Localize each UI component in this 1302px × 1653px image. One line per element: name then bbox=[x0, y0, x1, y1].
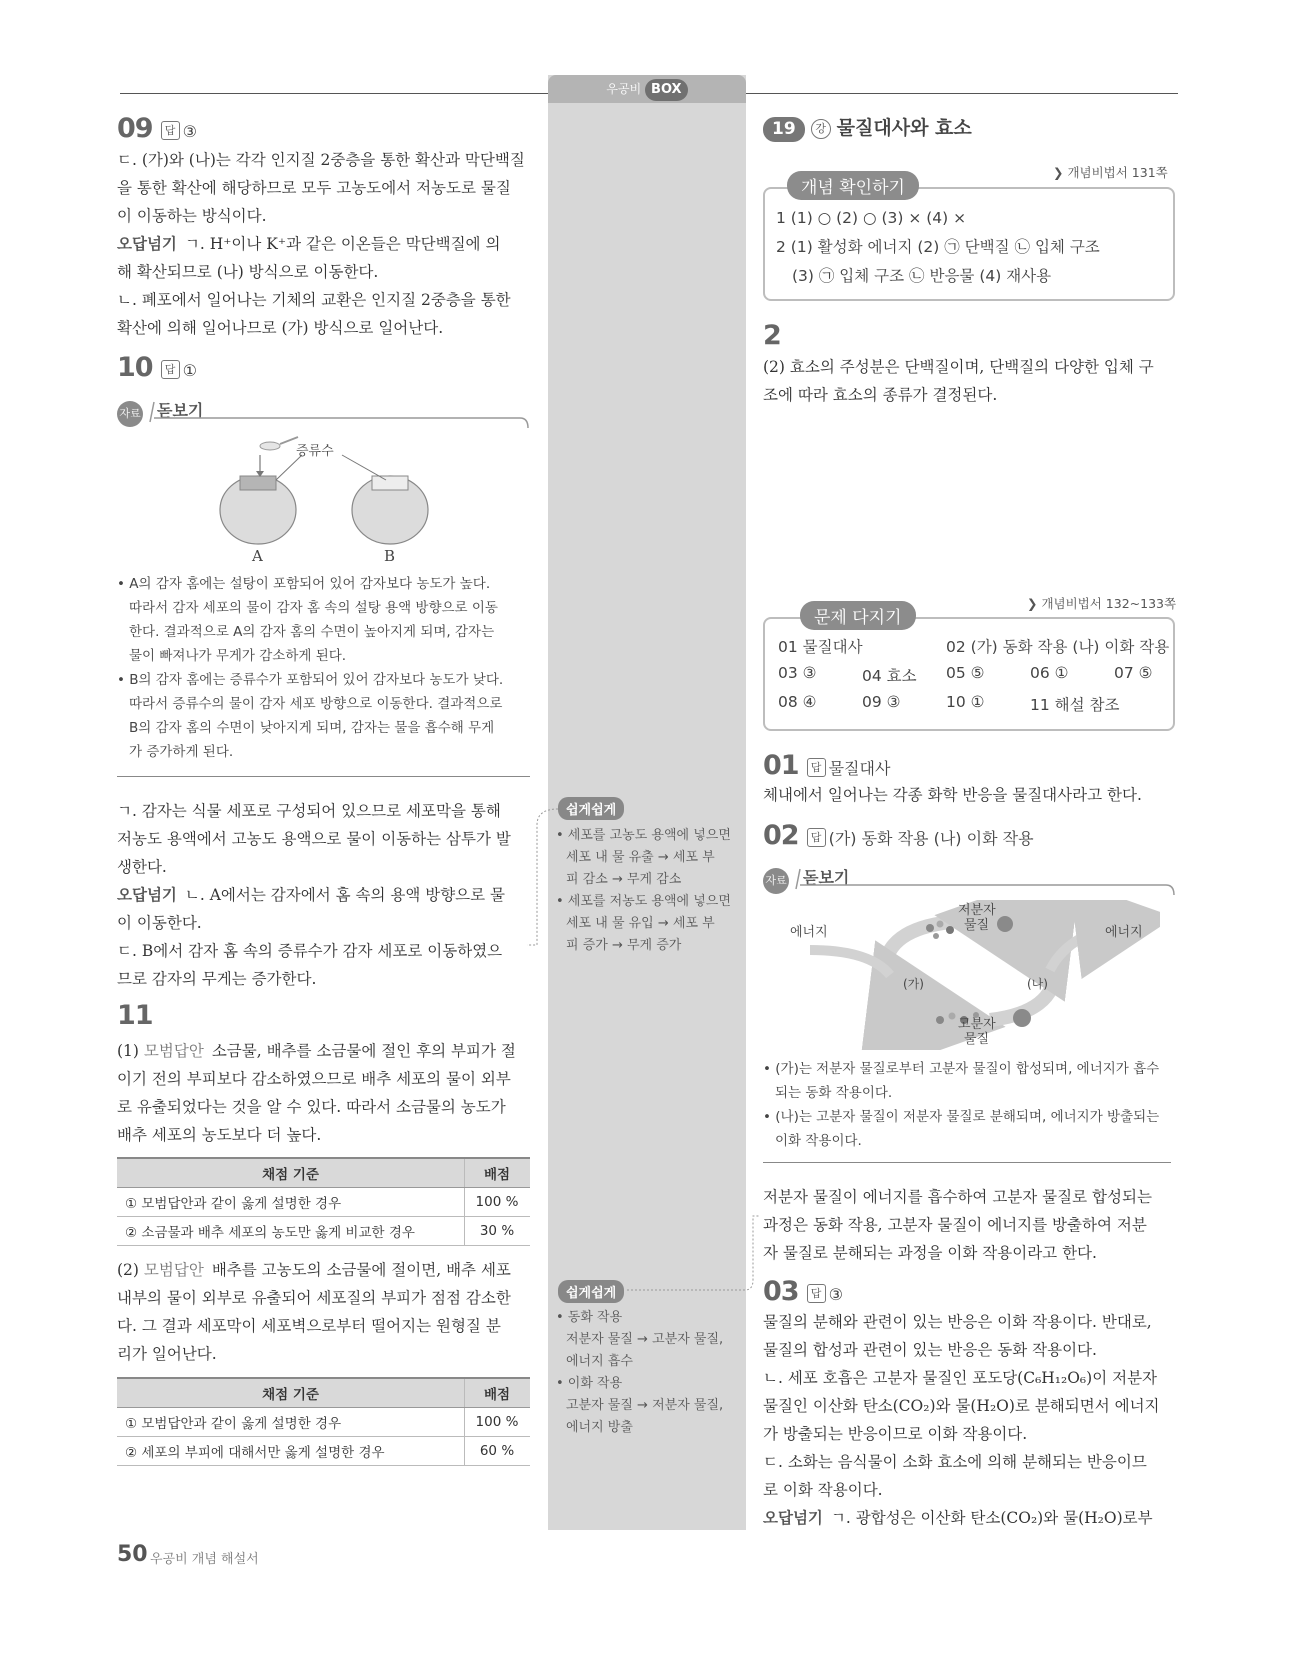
problem-answer: 10 ① bbox=[946, 693, 985, 711]
q10-line: ㄱ. 감자는 식물 세포로 구성되어 있으므로 세포막을 통해 bbox=[117, 802, 501, 820]
r03-line: 로 이화 작용이다. bbox=[763, 1481, 883, 1499]
problem-answer: 04 효소 bbox=[862, 667, 917, 685]
concept-check-answers bbox=[776, 204, 1100, 291]
bullet-line: 따라서 증류수의 물이 감자 세포 방향으로 이동한다. 결과적으로 bbox=[129, 696, 503, 712]
easy-line: • 세포를 저농도 용액에 넣으면 bbox=[556, 894, 731, 909]
box-label: BOX bbox=[645, 79, 688, 101]
concept-line: (3) ㉠ 입체 구조 ㉡ 반응물 (4) 재사용 bbox=[792, 267, 1052, 285]
easy-line: • 세포를 고농도 용액에 넣으면 bbox=[556, 828, 731, 843]
q11-part2 bbox=[117, 1256, 537, 1368]
easy-connector-1 bbox=[525, 805, 560, 955]
figure-low-line: 저분자 bbox=[958, 903, 996, 918]
concept-check-pill: 개념 확인하기 bbox=[787, 171, 919, 200]
r03-body bbox=[763, 1308, 1183, 1532]
q11-part1 bbox=[117, 1037, 537, 1149]
q11-p1-line: 소금물, 배추를 소금물에 절인 후의 부피가 절 bbox=[211, 1042, 516, 1060]
problem-answer: 02 (가) 동화 작용 (나) 이화 작용 bbox=[946, 638, 1170, 656]
table-row bbox=[117, 1408, 530, 1437]
q10-wrong-line: ㄷ. B에서 감자 홈 속의 증류수가 감자 세포로 이동하였으 bbox=[117, 942, 503, 960]
bullet-line: B의 감자 홈의 수면이 낮아지게 되며, 감자는 물을 흡수해 무게 bbox=[129, 720, 495, 736]
table-cell: 100 % bbox=[465, 1408, 531, 1437]
q10-wrong-line: ㄴ. A에서는 감자에서 홈 속의 용액 방향으로 물 bbox=[184, 886, 506, 904]
q10-line: 생한다. bbox=[117, 858, 167, 876]
table-cell: 100 % bbox=[465, 1188, 531, 1217]
problem-answer: 09 ③ bbox=[862, 693, 901, 711]
easy-badge: 쉽게쉽게 bbox=[558, 797, 624, 820]
r02-body bbox=[763, 1183, 1183, 1267]
problem-answer: 01 물질대사 bbox=[778, 638, 863, 656]
bullet-line: 이화 작용이다. bbox=[775, 1133, 862, 1149]
q11-heading bbox=[117, 1000, 153, 1031]
answer-icon: 답 bbox=[807, 1284, 826, 1303]
figure-label-na: (나) bbox=[1027, 977, 1048, 991]
easy-line: 세포 내 물 유출 → 세포 부 bbox=[566, 850, 715, 865]
r03-line: 물질의 합성과 관련이 있는 반응은 동화 작용이다. bbox=[763, 1341, 1097, 1359]
easy-line: 피 증가 → 무게 증가 bbox=[566, 938, 682, 953]
q09-wrong-line: 해 확산되므로 (나) 방식으로 이동한다. bbox=[117, 263, 379, 281]
q11-p2-line: 다. 그 결과 세포막이 세포벽으로부터 떨어지는 원형질 분 bbox=[117, 1317, 501, 1335]
metabolism-figure bbox=[790, 900, 1160, 1050]
q11-p1-line: 이기 전의 부피보다 감소하였으므로 배추 세포의 물이 외부 bbox=[117, 1070, 511, 1088]
bullet-line: 한다. 결과적으로 A의 감자 홈의 수면이 높아지게 되며, 감자는 bbox=[129, 624, 495, 640]
lesson-title: 물질대사와 효소 bbox=[836, 117, 972, 139]
easy-line: 에너지 흡수 bbox=[566, 1354, 633, 1369]
r02-line: 저분자 물질이 에너지를 흡수하여 고분자 물질로 합성되는 bbox=[763, 1188, 1152, 1206]
easy-line: 피 감소 → 무게 감소 bbox=[566, 872, 682, 887]
r01-heading bbox=[763, 750, 890, 781]
q09-line: ㄷ. (가)와 (나)는 각각 인지질 2중층을 통한 확산과 막단백질 bbox=[117, 151, 525, 169]
q09-number: 09 bbox=[117, 113, 153, 144]
r02-jaryo-bullets: • (가)는 저분자 물질로부터 고분자 물질이 합성되며, 에너지가 흡수 되는 동화 작용이다. • (나)는 고분자 물질이 저분자 물질로 분해되며, 에너지가 방출되는 이화 작용이다. bbox=[763, 1057, 1183, 1153]
q10-heading bbox=[117, 352, 197, 383]
q10-line: 저농도 용액에서 고농도 용액으로 물이 이동하는 삼투가 발 bbox=[117, 830, 511, 848]
q10-body bbox=[117, 797, 537, 993]
model-answer-label: 모범답안 bbox=[143, 1261, 204, 1279]
table-row bbox=[117, 1437, 530, 1466]
r01-line: 체내에서 일어나는 각종 화학 반응을 물질대사라고 한다. bbox=[763, 786, 1142, 804]
problem-answer: 03 ③ bbox=[778, 664, 817, 682]
r03-line: 물질인 이산화 탄소(CO₂)와 물(H₂O)로 분해되면서 에너지 bbox=[763, 1397, 1160, 1415]
concept-ref: ❯ 개념비법서 131쪽 bbox=[1053, 165, 1168, 180]
bullet-line: A의 감자 홈에는 설탕이 포함되어 있어 감자보다 농도가 높다. bbox=[129, 576, 491, 592]
easy-line: • 이화 작용 bbox=[556, 1376, 623, 1391]
q11-p1-line: 배추 세포의 농도보다 더 높다. bbox=[117, 1126, 322, 1144]
q2-heading bbox=[763, 320, 781, 351]
problem-answer: 06 ① bbox=[1030, 664, 1069, 682]
bullet-line: 물이 빠져나가 무게가 감소하게 된다. bbox=[129, 648, 347, 664]
problem-ref: ❯ 개념비법서 132~133쪽 bbox=[1027, 596, 1177, 611]
q2-line: 조에 따라 효소의 종류가 결정된다. bbox=[763, 386, 998, 404]
q09-heading bbox=[117, 113, 197, 144]
q09-wrong-line: ㄴ. 폐포에서 일어나는 기체의 교환은 인지질 2중층을 통한 bbox=[117, 291, 511, 309]
r01-answer: 물질대사 bbox=[828, 759, 891, 778]
jaryo-badge: 자료 bbox=[117, 401, 143, 427]
answer-icon: 답 bbox=[161, 360, 180, 379]
scoring-table-1 bbox=[117, 1157, 530, 1246]
bullet-line: (가)는 저분자 물질로부터 고분자 물질이 합성되며, 에너지가 흡수 bbox=[775, 1061, 1160, 1077]
problem-answer: 11 해설 참조 bbox=[1030, 696, 1120, 714]
q09-line: 이 이동하는 방식이다. bbox=[117, 207, 267, 225]
footer-title: 우공비 개념 해설서 bbox=[150, 1552, 259, 1567]
r03-line: 물질의 분해와 관련이 있는 반응은 이화 작용이다. 반대로, bbox=[763, 1313, 1152, 1331]
scoring-table-2 bbox=[117, 1377, 530, 1466]
table-cell: ② 세포의 부피에 대해서만 옳게 설명한 경우 bbox=[117, 1437, 465, 1466]
divider bbox=[117, 776, 530, 777]
figure-energy-left: 에너지 bbox=[790, 925, 828, 940]
q10-jaryo-bullets: • A의 감자 홈에는 설탕이 포함되어 있어 감자보다 농도가 높다. 따라서 감자 세포의 물이 감자 홈 속의 설탕 용액 방향으로 이동 한다. 결과적으로 A의 감자 홈의 수면이 높아지게 되며, 감자는 물이 빠져나가 무게가 감소하게 된다. • B의 감자 홈에는 증류수가 포함되어 있어 감자보다 농도가 낮다. 따라서 증류수의 물이 감자 세포 방향으로 이동한다. 결과적으로 B의 감자 홈의 수면이 낮아지게 되며, 감자는 물을 흡수해 무게 가 증가하게 된다. bbox=[117, 572, 537, 764]
jaryo-title: 돋보기 bbox=[157, 401, 204, 420]
r01-body bbox=[763, 781, 1183, 809]
r03-line: ㄷ. 소화는 음식물이 소화 효소에 의해 분해되는 반응이므 bbox=[763, 1453, 1147, 1471]
q09-wrong-line: 확산에 의해 일어나므로 (가) 방식으로 일어난다. bbox=[117, 319, 444, 337]
answer-icon: 답 bbox=[807, 758, 826, 777]
bullet-line: 따라서 감자 세포의 물이 감자 홈 속의 설탕 용액 방향으로 이동 bbox=[129, 600, 498, 616]
q11-p1-prefix: (1) bbox=[117, 1042, 139, 1060]
q10-wrong-line: 이 이동한다. bbox=[117, 914, 202, 932]
q09-answer: ③ bbox=[182, 122, 197, 141]
problem-answer: 07 ⑤ bbox=[1114, 664, 1153, 682]
table-row bbox=[117, 1217, 530, 1246]
q11-p2-line: 리가 일어난다. bbox=[117, 1345, 217, 1363]
easy-box-2 bbox=[556, 1307, 741, 1439]
lesson-kang-icon: 강 bbox=[811, 119, 831, 139]
q11-p2-prefix: (2) bbox=[117, 1261, 139, 1279]
problem-answer: 05 ⑤ bbox=[946, 664, 985, 682]
table-header: 채점 기준 bbox=[117, 1158, 465, 1188]
r03-heading bbox=[763, 1276, 843, 1307]
r03-wrong-line: ㄱ. 광합성은 이산화 탄소(CO₂)와 물(H₂O)로부 bbox=[830, 1509, 1153, 1527]
q2-line: (2) 효소의 주성분은 단백질이며, 단백질의 다양한 입체 구 bbox=[763, 358, 1154, 376]
r02-number: 02 bbox=[763, 820, 799, 851]
easy-line: 저분자 물질 → 고분자 물질, bbox=[566, 1332, 724, 1347]
box-header bbox=[548, 75, 746, 103]
figure-high-line: 물질 bbox=[964, 1032, 990, 1047]
bullet-line: 되는 동화 작용이다. bbox=[775, 1085, 893, 1101]
concept-line: 2 (1) 활성화 에너지 (2) ㉠ 단백질 ㉡ 입체 구조 bbox=[776, 238, 1100, 256]
problem-answers bbox=[778, 635, 1168, 725]
figure-label-ga: (가) bbox=[903, 977, 924, 991]
table-cell: ① 모범답안과 같이 옳게 설명한 경우 bbox=[117, 1188, 465, 1217]
q11-number: 11 bbox=[117, 1000, 153, 1031]
answer-icon: 답 bbox=[161, 121, 180, 140]
q10-number: 10 bbox=[117, 352, 153, 383]
lesson-header bbox=[763, 113, 972, 142]
jaryo-underline bbox=[140, 400, 530, 430]
table-header: 배점 bbox=[465, 1158, 531, 1188]
potato-figure bbox=[210, 435, 450, 565]
q11-p2-line: 내부의 물이 외부로 유출되어 세포질의 부피가 점점 감소한 bbox=[117, 1289, 511, 1307]
table-header: 배점 bbox=[465, 1378, 531, 1408]
q11-p2-line: 배추를 고농도의 소금물에 절이면, 배추 세포 bbox=[211, 1261, 511, 1279]
figure-label-b: B bbox=[384, 547, 396, 565]
jaryo-underline bbox=[786, 867, 1176, 897]
figure-label-a: A bbox=[252, 547, 263, 565]
q2-number: 2 bbox=[763, 320, 781, 351]
easy-connector-2 bbox=[625, 1200, 760, 1295]
figure-label-water: 증류수 bbox=[296, 444, 334, 459]
bullet-line: (나)는 고분자 물질이 저분자 물질로 분해되며, 에너지가 방출되는 bbox=[775, 1109, 1160, 1125]
wrong-answer-label: 오답넘기 bbox=[117, 886, 177, 904]
model-answer-label: 모범답안 bbox=[143, 1042, 204, 1060]
r02-answer: (가) 동화 작용 (나) 이화 작용 bbox=[828, 829, 1034, 848]
r02-line: 자 물질로 분해되는 과정을 이화 작용이라고 한다. bbox=[763, 1244, 1097, 1262]
jaryo-badge: 자료 bbox=[763, 868, 789, 894]
q11-p1-line: 로 유출되었다는 것을 알 수 있다. 따라서 소금물의 농도가 bbox=[117, 1098, 506, 1116]
concept-line: 1 (1) ○ (2) ○ (3) × (4) × bbox=[776, 209, 967, 227]
table-cell: 30 % bbox=[465, 1217, 531, 1246]
figure-label-high bbox=[958, 1016, 996, 1047]
q09-body bbox=[117, 146, 537, 342]
figure-energy-right: 에너지 bbox=[1105, 925, 1143, 940]
easy-box-1 bbox=[556, 825, 741, 957]
table-cell: 60 % bbox=[465, 1437, 531, 1466]
r02-line: 과정은 동화 작용, 고분자 물질이 에너지를 방출하여 저분 bbox=[763, 1216, 1147, 1234]
r02-heading bbox=[763, 820, 1034, 851]
wrong-answer-label: 오답넘기 bbox=[763, 1509, 823, 1527]
divider bbox=[763, 1162, 1171, 1163]
r03-line: ㄴ. 세포 호흡은 고분자 물질인 포도당(C₆H₁₂O₆)이 저분자 bbox=[763, 1369, 1158, 1387]
table-row bbox=[117, 1188, 530, 1217]
table-cell: ① 모범답안과 같이 옳게 설명한 경우 bbox=[117, 1408, 465, 1437]
jaryo-title: 돋보기 bbox=[803, 868, 850, 887]
q09-wrong-line: ㄱ. H⁺이나 K⁺과 같은 이온들은 막단백질에 의 bbox=[184, 235, 501, 253]
table-header: 채점 기준 bbox=[117, 1378, 465, 1408]
wrong-answer-label: 오답넘기 bbox=[117, 235, 177, 253]
bullet-line: B의 감자 홈에는 증류수가 포함되어 있어 감자보다 농도가 낮다. bbox=[129, 672, 504, 688]
easy-line: • 동화 작용 bbox=[556, 1310, 623, 1325]
table-cell: ② 소금물과 배추 세포의 농도만 옳게 비교한 경우 bbox=[117, 1217, 465, 1246]
easy-line: 고분자 물질 → 저분자 물질, bbox=[566, 1398, 724, 1413]
box-prefix: 우공비 bbox=[606, 82, 642, 96]
r01-number: 01 bbox=[763, 750, 799, 781]
bullet-line: 가 증가하게 된다. bbox=[129, 744, 234, 760]
easy-line: 세포 내 물 유입 → 세포 부 bbox=[566, 916, 715, 931]
easy-badge: 쉽게쉽게 bbox=[558, 1280, 624, 1303]
page-number: 50 bbox=[117, 1542, 148, 1567]
easy-line: 에너지 방출 bbox=[566, 1420, 633, 1435]
figure-high-line: 고분자 bbox=[958, 1017, 996, 1032]
q2-body bbox=[763, 353, 1183, 409]
r03-answer: ③ bbox=[828, 1285, 843, 1304]
answer-icon: 답 bbox=[807, 828, 826, 847]
problem-answer: 08 ④ bbox=[778, 693, 817, 711]
q10-answer: ① bbox=[182, 361, 197, 380]
r03-number: 03 bbox=[763, 1276, 799, 1307]
r03-line: 가 방출되는 반응이므로 이화 작용이다. bbox=[763, 1425, 1028, 1443]
problem-solve-pill: 문제 다지기 bbox=[800, 601, 916, 630]
figure-low-line: 물질 bbox=[964, 918, 990, 933]
q09-line: 을 통한 확산에 해당하므로 모두 고농도에서 저농도로 물질 bbox=[117, 179, 511, 197]
lesson-number: 19 bbox=[763, 117, 805, 142]
q10-wrong-line: 므로 감자의 무게는 증가한다. bbox=[117, 970, 317, 988]
